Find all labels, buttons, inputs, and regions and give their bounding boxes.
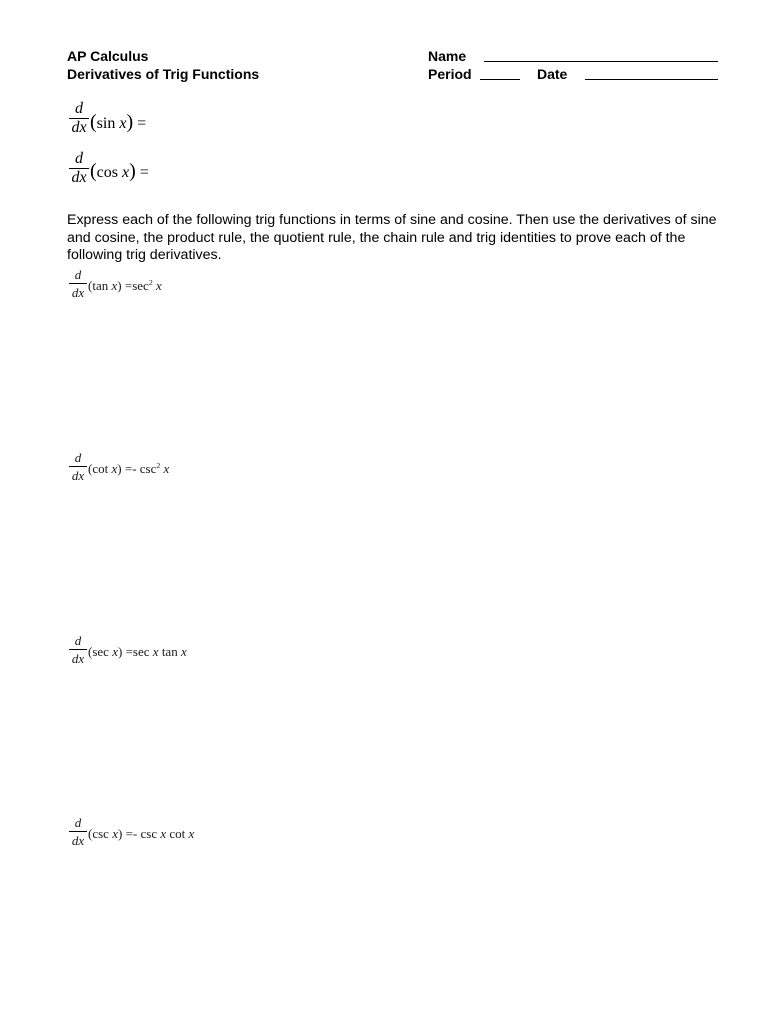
derivative-operator <box>69 150 89 187</box>
cot-derivative-problem: (cot $x) =- \csc^2 x$ <box>88 460 170 476</box>
fn-name: cos <box>96 164 118 181</box>
sin-derivative-expression: (sin x) = <box>90 111 147 133</box>
variable: x <box>119 115 127 132</box>
name-label: Name <box>428 48 467 64</box>
d-numerator: d <box>74 815 82 830</box>
variable: x <box>122 164 130 181</box>
fraction-bar <box>69 283 87 284</box>
derivative-operator <box>69 816 87 848</box>
csc-derivative-problem: (csc x) =- csc x cot x <box>88 826 195 841</box>
fn-name: sin <box>96 115 116 132</box>
dx-denominator: dx <box>71 468 85 483</box>
date-label: Date <box>537 66 568 82</box>
dx-denominator: dx <box>71 651 85 666</box>
d-numerator: d <box>74 450 82 465</box>
derivative-operator <box>69 100 89 137</box>
instructions-paragraph: Express each of the following trig functions in terms of sine and cosine. Then use the derivatives of sine and cosine, the product rule, the quotient rule, the chain rule and trig identities to prove each of the following trig derivatives. <box>67 212 717 263</box>
name-blank[interactable] <box>484 61 718 62</box>
date-blank[interactable] <box>585 79 718 80</box>
d-numerator: d <box>75 100 83 117</box>
derivative-operator <box>69 268 87 300</box>
derivative-operator <box>69 451 87 483</box>
tan-derivative-problem: (tan $x) =\sec^2$ x <box>88 277 162 293</box>
dx-denominator: dx <box>71 169 87 186</box>
worksheet-title: Derivatives of Trig Functions <box>67 66 260 82</box>
equals-sign: = <box>137 115 147 132</box>
derivative-operator <box>69 634 87 666</box>
period-label: Period <box>428 66 472 82</box>
d-numerator: d <box>74 267 82 282</box>
dx-denominator: dx <box>71 119 87 136</box>
d-numerator: d <box>74 633 82 648</box>
d-numerator: d <box>75 150 83 167</box>
fraction-bar <box>69 466 87 467</box>
dx-denominator: dx <box>71 285 85 300</box>
period-blank[interactable] <box>480 79 520 80</box>
dx-denominator: dx <box>71 833 85 848</box>
equals-sign: = <box>139 164 149 181</box>
cos-derivative-expression: (cos x) = <box>90 160 149 182</box>
sec-derivative-problem: (sec x) =sec x tan x <box>88 644 187 659</box>
fraction-bar <box>69 831 87 832</box>
fraction-bar <box>69 649 87 650</box>
course-title: AP Calculus <box>67 48 149 64</box>
